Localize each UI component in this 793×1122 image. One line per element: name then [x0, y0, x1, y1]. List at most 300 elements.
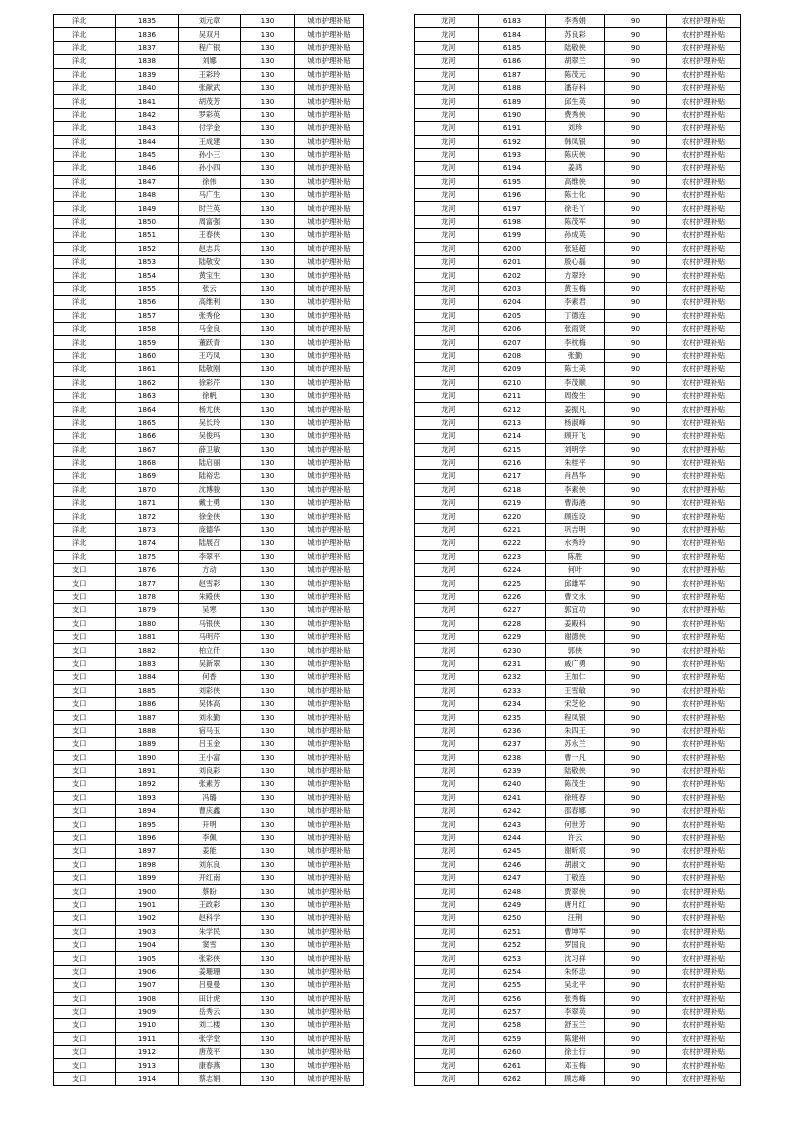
cell-town: 龙河: [415, 349, 479, 362]
cell-amount: 90: [605, 630, 667, 643]
cell-name: 张秀梅: [546, 992, 605, 1005]
cell-amount: 90: [605, 162, 667, 175]
cell-type: 农村护理补贴: [667, 684, 741, 697]
cell-name: 费秀侠: [546, 108, 605, 121]
cell-amount: 130: [241, 108, 295, 121]
cell-serial: 1841: [116, 95, 179, 108]
cell-name: 谢德侠: [546, 630, 605, 643]
cell-name: 张献武: [179, 81, 241, 94]
table-row: [415, 242, 741, 255]
cell-type: 城市护理补贴: [295, 282, 364, 295]
cell-serial: 1861: [116, 363, 179, 376]
cell-name: 宿马玉: [179, 724, 241, 737]
table-row: [54, 577, 364, 590]
table-row: [54, 738, 364, 751]
table-row: [54, 537, 364, 550]
table-row: [415, 523, 741, 536]
cell-town: 龙河: [415, 952, 479, 965]
cell-amount: 130: [241, 791, 295, 804]
cell-type: 农村护理补贴: [667, 604, 741, 617]
cell-amount: 90: [605, 443, 667, 456]
cell-type: 城市护理补贴: [295, 28, 364, 41]
cell-name: 方翠玲: [546, 269, 605, 282]
cell-amount: 130: [241, 403, 295, 416]
cell-serial: 1858: [116, 322, 179, 335]
cell-town: 支口: [54, 1046, 116, 1059]
cell-type: 农村护理补贴: [667, 764, 741, 777]
cell-serial: 1880: [116, 617, 179, 630]
cell-serial: 1890: [116, 751, 179, 764]
cell-town: 龙河: [415, 938, 479, 951]
cell-name: 徐彩芹: [179, 376, 241, 389]
table-row: [54, 872, 364, 885]
cell-name: 冯璐: [179, 791, 241, 804]
cell-serial: 1899: [116, 872, 179, 885]
cell-name: 黄玉梅: [546, 282, 605, 295]
cell-name: 姜鸿: [546, 162, 605, 175]
cell-serial: 6260: [479, 1046, 546, 1059]
cell-amount: 90: [605, 724, 667, 737]
cell-type: 农村护理补贴: [667, 671, 741, 684]
cell-serial: 1835: [116, 15, 179, 28]
cell-amount: 130: [241, 630, 295, 643]
cell-town: 龙河: [415, 135, 479, 148]
cell-amount: 90: [605, 992, 667, 1005]
cell-town: 洋北: [54, 282, 116, 295]
cell-amount: 90: [605, 523, 667, 536]
cell-serial: 1875: [116, 550, 179, 563]
cell-type: 农村护理补贴: [667, 818, 741, 831]
cell-name: 张学堂: [179, 1032, 241, 1045]
table-row: [54, 363, 364, 376]
cell-town: 洋北: [54, 537, 116, 550]
table-row: [415, 483, 741, 496]
cell-name: 陆敬刚: [179, 363, 241, 376]
table-row: [54, 376, 364, 389]
cell-serial: 1912: [116, 1046, 179, 1059]
cell-town: 龙河: [415, 1019, 479, 1032]
table-row: [54, 1059, 364, 1072]
cell-name: 邱雄军: [546, 577, 605, 590]
cell-amount: 90: [605, 1072, 667, 1085]
cell-serial: 6195: [479, 175, 546, 188]
cell-type: 城市护理补贴: [295, 1046, 364, 1059]
cell-amount: 130: [241, 456, 295, 469]
cell-type: 农村护理补贴: [667, 898, 741, 911]
cell-amount: 130: [241, 376, 295, 389]
cell-town: 龙河: [415, 898, 479, 911]
cell-amount: 90: [605, 483, 667, 496]
table-row: [415, 644, 741, 657]
table-row: [415, 952, 741, 965]
cell-town: 龙河: [415, 590, 479, 603]
cell-serial: 6191: [479, 122, 546, 135]
cell-type: 农村护理补贴: [667, 644, 741, 657]
cell-type: 城市护理补贴: [295, 95, 364, 108]
cell-town: 龙河: [415, 430, 479, 443]
cell-type: 城市护理补贴: [295, 349, 364, 362]
cell-type: 农村护理补贴: [667, 965, 741, 978]
cell-type: 农村护理补贴: [667, 885, 741, 898]
cell-town: 支口: [54, 831, 116, 844]
table-row: [415, 122, 741, 135]
table-row: [415, 322, 741, 335]
table-row: [415, 148, 741, 161]
cell-type: 城市护理补贴: [295, 456, 364, 469]
cell-serial: 6220: [479, 510, 546, 523]
cell-name: 李素侠: [546, 483, 605, 496]
cell-amount: 90: [605, 845, 667, 858]
cell-serial: 1887: [116, 711, 179, 724]
cell-town: 洋北: [54, 229, 116, 242]
cell-town: 龙河: [415, 831, 479, 844]
cell-name: 汪荆: [546, 912, 605, 925]
cell-type: 城市护理补贴: [295, 376, 364, 389]
cell-serial: 6183: [479, 15, 546, 28]
cell-serial: 1883: [116, 657, 179, 670]
cell-town: 龙河: [415, 41, 479, 54]
cell-amount: 130: [241, 497, 295, 510]
cell-town: 支口: [54, 778, 116, 791]
cell-type: 农村护理补贴: [667, 215, 741, 228]
cell-amount: 90: [605, 282, 667, 295]
cell-type: 城市护理补贴: [295, 671, 364, 684]
cell-name: 贾翠侠: [546, 885, 605, 898]
cell-town: 支口: [54, 697, 116, 710]
cell-amount: 130: [241, 684, 295, 697]
cell-amount: 90: [605, 256, 667, 269]
cell-name: 吴长玲: [179, 416, 241, 429]
cell-amount: 90: [605, 296, 667, 309]
cell-amount: 90: [605, 898, 667, 911]
cell-serial: 1843: [116, 122, 179, 135]
cell-serial: 6253: [479, 952, 546, 965]
cell-type: 城市护理补贴: [295, 550, 364, 563]
cell-type: 城市护理补贴: [295, 135, 364, 148]
cell-town: 洋北: [54, 322, 116, 335]
cell-type: 城市护理补贴: [295, 510, 364, 523]
cell-type: 农村护理补贴: [667, 416, 741, 429]
cell-type: 农村护理补贴: [667, 363, 741, 376]
cell-serial: 1846: [116, 162, 179, 175]
cell-serial: 1847: [116, 175, 179, 188]
cell-amount: 90: [605, 657, 667, 670]
cell-town: 龙河: [415, 550, 479, 563]
cell-type: 农村护理补贴: [667, 389, 741, 402]
cell-town: 洋北: [54, 430, 116, 443]
table-row: [415, 979, 741, 992]
cell-amount: 130: [241, 764, 295, 777]
cell-name: 张秀伦: [179, 309, 241, 322]
cell-amount: 130: [241, 95, 295, 108]
cell-name: 程广银: [179, 41, 241, 54]
cell-amount: 130: [241, 550, 295, 563]
cell-town: 洋北: [54, 256, 116, 269]
cell-name: 岳秀云: [179, 1005, 241, 1018]
table-row: [54, 349, 364, 362]
cell-town: 龙河: [415, 242, 479, 255]
cell-serial: 6221: [479, 523, 546, 536]
cell-name: 吴寒: [179, 604, 241, 617]
cell-town: 龙河: [415, 483, 479, 496]
cell-name: 丁敬连: [546, 872, 605, 885]
cell-type: 城市护理补贴: [295, 912, 364, 925]
cell-amount: 90: [605, 122, 667, 135]
cell-name: 顾开飞: [546, 430, 605, 443]
cell-serial: 1838: [116, 55, 179, 68]
cell-serial: 6241: [479, 791, 546, 804]
table-row: [54, 256, 364, 269]
cell-serial: 6262: [479, 1072, 546, 1085]
cell-amount: 90: [605, 831, 667, 844]
cell-town: 龙河: [415, 912, 479, 925]
cell-type: 农村护理补贴: [667, 81, 741, 94]
cell-serial: 1864: [116, 403, 179, 416]
cell-type: 农村护理补贴: [667, 15, 741, 28]
cell-amount: 90: [605, 711, 667, 724]
cell-amount: 130: [241, 1072, 295, 1085]
table-row: [415, 764, 741, 777]
table-row: [54, 617, 364, 630]
cell-amount: 90: [605, 269, 667, 282]
cell-amount: 130: [241, 148, 295, 161]
cell-serial: 6242: [479, 805, 546, 818]
cell-amount: 130: [241, 724, 295, 737]
table-row: [415, 215, 741, 228]
table-row: [54, 925, 364, 938]
cell-town: 龙河: [415, 55, 479, 68]
cell-amount: 130: [241, 1005, 295, 1018]
table-row: [54, 296, 364, 309]
cell-serial: 6224: [479, 564, 546, 577]
cell-amount: 90: [605, 590, 667, 603]
table-row: [54, 269, 364, 282]
cell-amount: 130: [241, 282, 295, 295]
cell-amount: 90: [605, 684, 667, 697]
cell-serial: 1914: [116, 1072, 179, 1085]
table-row: [54, 282, 364, 295]
table-row: [54, 81, 364, 94]
table-row: [415, 497, 741, 510]
cell-name: 程凤银: [546, 711, 605, 724]
cell-name: 赵科学: [179, 912, 241, 925]
table-row: [415, 1032, 741, 1045]
cell-name: 朱学民: [179, 925, 241, 938]
cell-type: 农村护理补贴: [667, 724, 741, 737]
cell-serial: 1892: [116, 778, 179, 791]
table-row: [54, 322, 364, 335]
cell-serial: 1897: [116, 845, 179, 858]
cell-name: 潘存科: [546, 81, 605, 94]
cell-serial: 6247: [479, 872, 546, 885]
cell-amount: 90: [605, 671, 667, 684]
cell-amount: 130: [241, 912, 295, 925]
cell-amount: 90: [605, 577, 667, 590]
cell-name: 李翠英: [546, 1005, 605, 1018]
cell-amount: 90: [605, 28, 667, 41]
cell-town: 支口: [54, 751, 116, 764]
cell-town: 龙河: [415, 764, 479, 777]
cell-type: 城市护理补贴: [295, 938, 364, 951]
cell-town: 支口: [54, 564, 116, 577]
table-row: [415, 724, 741, 737]
cell-name: 何叶: [546, 564, 605, 577]
cell-serial: 6227: [479, 604, 546, 617]
cell-type: 城市护理补贴: [295, 497, 364, 510]
cell-amount: 90: [605, 550, 667, 563]
cell-serial: 1905: [116, 952, 179, 965]
cell-type: 城市护理补贴: [295, 885, 364, 898]
table-row: [415, 282, 741, 295]
table-row: [54, 523, 364, 536]
cell-name: 赵志兵: [179, 242, 241, 255]
cell-type: 城市护理补贴: [295, 872, 364, 885]
cell-town: 洋北: [54, 41, 116, 54]
cell-type: 城市护理补贴: [295, 403, 364, 416]
cell-serial: 1836: [116, 28, 179, 41]
cell-type: 城市护理补贴: [295, 296, 364, 309]
cell-name: 王春侠: [179, 229, 241, 242]
cell-type: 农村护理补贴: [667, 550, 741, 563]
cell-town: 洋北: [54, 189, 116, 202]
cell-type: 农村护理补贴: [667, 162, 741, 175]
cell-name: 李枕梅: [546, 336, 605, 349]
cell-name: 李翠平: [179, 550, 241, 563]
table-row: [415, 15, 741, 28]
cell-town: 龙河: [415, 805, 479, 818]
table-row: [54, 818, 364, 831]
cell-name: 胡淑文: [546, 858, 605, 871]
cell-type: 农村护理补贴: [667, 751, 741, 764]
cell-town: 洋北: [54, 550, 116, 563]
cell-town: 龙河: [415, 443, 479, 456]
table-row: [415, 925, 741, 938]
table-row: [54, 657, 364, 670]
cell-amount: 90: [605, 403, 667, 416]
table-row: [54, 630, 364, 643]
cell-serial: 6218: [479, 483, 546, 496]
table-row: [54, 336, 364, 349]
cell-type: 农村护理补贴: [667, 309, 741, 322]
cell-serial: 1869: [116, 470, 179, 483]
cell-type: 城市护理补贴: [295, 684, 364, 697]
cell-serial: 6204: [479, 296, 546, 309]
cell-type: 农村护理补贴: [667, 577, 741, 590]
cell-town: 洋北: [54, 81, 116, 94]
cell-name: 许云: [546, 831, 605, 844]
table-row: [415, 430, 741, 443]
cell-name: 马金良: [179, 322, 241, 335]
cell-serial: 1884: [116, 671, 179, 684]
cell-amount: 90: [605, 175, 667, 188]
cell-serial: 6261: [479, 1059, 546, 1072]
cell-amount: 90: [605, 68, 667, 81]
cell-amount: 130: [241, 898, 295, 911]
cell-town: 龙河: [415, 497, 479, 510]
cell-type: 城市护理补贴: [295, 764, 364, 777]
cell-name: 王政彩: [179, 898, 241, 911]
table-row: [415, 872, 741, 885]
cell-town: 洋北: [54, 363, 116, 376]
cell-name: 邱生英: [546, 95, 605, 108]
cell-serial: 6238: [479, 751, 546, 764]
cell-type: 城市护理补贴: [295, 791, 364, 804]
cell-serial: 1906: [116, 965, 179, 978]
cell-type: 农村护理补贴: [667, 242, 741, 255]
cell-serial: 6222: [479, 537, 546, 550]
table-row: [415, 135, 741, 148]
cell-amount: 130: [241, 349, 295, 362]
cell-type: 城市护理补贴: [295, 1059, 364, 1072]
cell-town: 支口: [54, 979, 116, 992]
cell-serial: 6198: [479, 215, 546, 228]
cell-name: 姜殿科: [546, 617, 605, 630]
cell-amount: 90: [605, 925, 667, 938]
cell-amount: 130: [241, 430, 295, 443]
cell-name: 刘永勤: [179, 711, 241, 724]
cell-amount: 130: [241, 711, 295, 724]
table-row: [415, 510, 741, 523]
cell-amount: 130: [241, 363, 295, 376]
cell-name: 陈胜: [546, 550, 605, 563]
cell-amount: 90: [605, 697, 667, 710]
cell-town: 洋北: [54, 162, 116, 175]
cell-town: 支口: [54, 938, 116, 951]
table-row: [54, 175, 364, 188]
cell-serial: 1904: [116, 938, 179, 951]
cell-amount: 130: [241, 872, 295, 885]
cell-town: 龙河: [415, 269, 479, 282]
table-row: [54, 162, 364, 175]
cell-name: 张素芳: [179, 778, 241, 791]
cell-town: 洋北: [54, 483, 116, 496]
cell-type: 农村护理补贴: [667, 1072, 741, 1085]
cell-name: 张彩侠: [179, 952, 241, 965]
cell-town: 龙河: [415, 28, 479, 41]
cell-type: 城市护理补贴: [295, 537, 364, 550]
cell-type: 农村护理补贴: [667, 376, 741, 389]
cell-name: 王小富: [179, 751, 241, 764]
cell-town: 龙河: [415, 697, 479, 710]
cell-amount: 130: [241, 389, 295, 402]
cell-name: 戚广勇: [546, 657, 605, 670]
cell-serial: 6230: [479, 644, 546, 657]
cell-serial: 6234: [479, 697, 546, 710]
table-row: [415, 938, 741, 951]
cell-name: 刘娜: [179, 55, 241, 68]
cell-town: 龙河: [415, 644, 479, 657]
cell-name: 唐月红: [546, 898, 605, 911]
cell-type: 农村护理补贴: [667, 938, 741, 951]
cell-type: 城市护理补贴: [295, 1032, 364, 1045]
cell-town: 洋北: [54, 456, 116, 469]
cell-name: 王巧凤: [179, 349, 241, 362]
cell-type: 城市护理补贴: [295, 738, 364, 751]
cell-amount: 90: [605, 1059, 667, 1072]
table-row: [415, 1005, 741, 1018]
cell-serial: 1872: [116, 510, 179, 523]
cell-type: 城市护理补贴: [295, 751, 364, 764]
cell-name: 陈茂元: [546, 68, 605, 81]
cell-type: 农村护理补贴: [667, 1019, 741, 1032]
table-row: [415, 858, 741, 871]
cell-name: 张云: [179, 282, 241, 295]
cell-town: 支口: [54, 965, 116, 978]
cell-type: 城市护理补贴: [295, 443, 364, 456]
table-row: [54, 764, 364, 777]
table-row: [54, 1072, 364, 1085]
cell-town: 龙河: [415, 68, 479, 81]
